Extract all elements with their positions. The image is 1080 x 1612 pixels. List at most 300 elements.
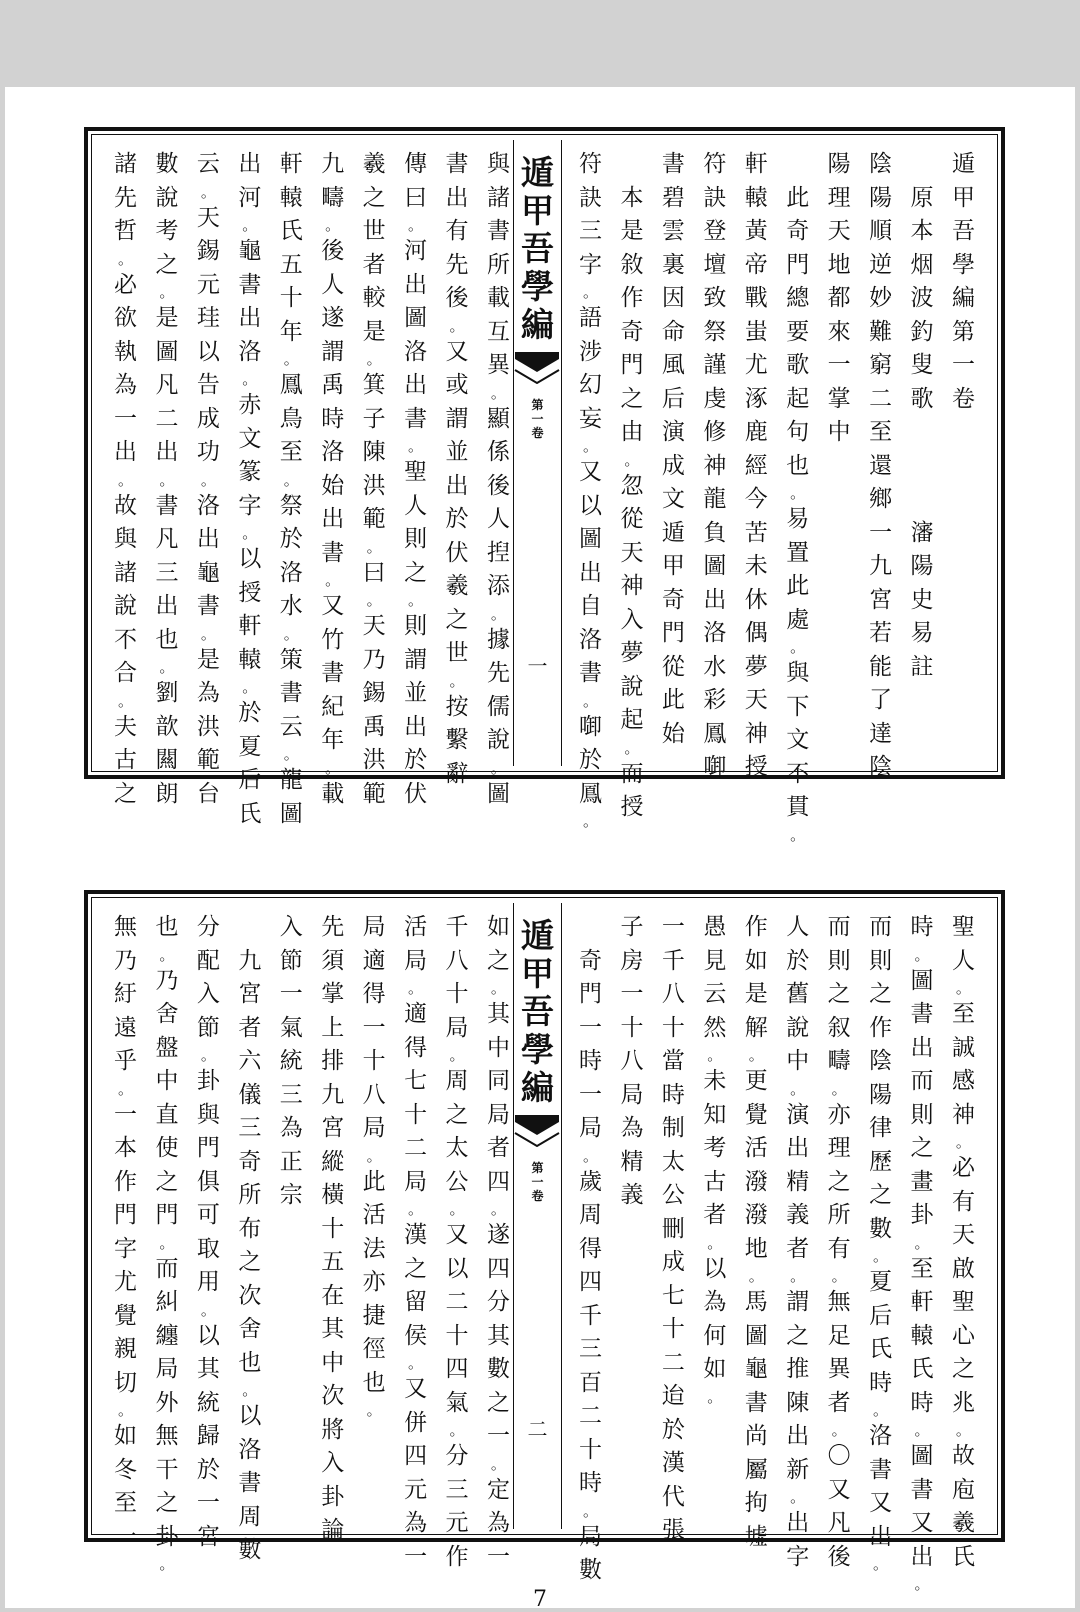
character: 者 xyxy=(486,1135,510,1161)
character: 則 xyxy=(404,613,428,639)
character: 乃 xyxy=(114,947,137,974)
character: 竹 xyxy=(321,626,345,653)
character: 出 xyxy=(196,526,220,552)
character: 之 xyxy=(827,981,851,1007)
character: 天 xyxy=(196,204,220,231)
character: 瀋 xyxy=(910,519,934,546)
character: 軒 xyxy=(910,1289,934,1315)
character: 卷 xyxy=(531,1189,544,1203)
text-pane-left xyxy=(96,903,526,1573)
character: 數 xyxy=(869,1215,893,1242)
character: 闗 xyxy=(155,747,179,773)
character: 起 xyxy=(786,385,810,412)
character: 之 xyxy=(404,559,428,586)
text-column xyxy=(784,911,811,1570)
character: 洛 xyxy=(869,1423,893,1449)
character: 範 xyxy=(362,780,386,807)
punctuation-mark: 。 xyxy=(582,437,598,455)
character: 又 xyxy=(869,1490,893,1516)
text-column xyxy=(618,148,645,820)
character: 潑 xyxy=(744,1168,768,1195)
character: 夏 xyxy=(238,733,262,760)
character: 百 xyxy=(579,1369,602,1396)
character: 中 xyxy=(321,1349,345,1376)
character: 兆 xyxy=(951,1389,975,1416)
character: 至 xyxy=(114,1490,137,1516)
character: 纏 xyxy=(155,1322,179,1349)
character: 碧 xyxy=(661,184,685,211)
punctuation-mark: 。 xyxy=(490,758,506,777)
character: 休 xyxy=(744,586,768,613)
character: 從 xyxy=(661,653,685,680)
character: 掌 xyxy=(827,385,851,412)
character: 九 xyxy=(869,553,893,579)
character: 天 xyxy=(951,1222,975,1248)
character: 則 xyxy=(827,947,851,974)
character: 謂 xyxy=(445,405,469,432)
character: 告 xyxy=(196,372,220,398)
character: 又 xyxy=(910,1510,934,1536)
character: 至 xyxy=(910,1255,934,1282)
character: 乃 xyxy=(362,646,386,673)
character: 曰 xyxy=(404,184,428,211)
character: 窮 xyxy=(869,352,893,378)
character: 使 xyxy=(155,1135,179,1161)
character: 宮 xyxy=(196,1523,220,1550)
text-column xyxy=(278,148,305,827)
character: 宗 xyxy=(279,1182,303,1208)
punctuation-mark: 。 xyxy=(955,1133,971,1151)
character: 文 xyxy=(661,486,685,512)
character: 留 xyxy=(404,1289,428,1315)
character: 一 xyxy=(404,1543,428,1570)
character: 奇 xyxy=(620,318,644,345)
character: 始 xyxy=(321,472,345,499)
character: 歆 xyxy=(155,713,179,740)
character: 以 xyxy=(445,1255,469,1282)
character: 八 xyxy=(620,1048,644,1074)
character: 鳥 xyxy=(279,405,303,432)
character: 〇 xyxy=(827,1443,851,1469)
character: 字 xyxy=(786,1543,810,1570)
character: 陽 xyxy=(869,1081,893,1108)
character: 出 xyxy=(786,1510,810,1536)
punctuation-mark: 。 xyxy=(873,1555,889,1573)
character: 圖 xyxy=(404,305,428,331)
character: 書 xyxy=(155,492,179,519)
character: 局 xyxy=(579,1523,602,1550)
character: 成 xyxy=(661,452,685,479)
character: 欲 xyxy=(114,305,137,331)
character: 範 xyxy=(196,747,220,773)
punctuation-mark: 。 xyxy=(117,1079,133,1098)
character: 學 xyxy=(521,267,554,306)
character: 伏 xyxy=(445,539,469,566)
character: 錫 xyxy=(362,680,386,706)
text-column xyxy=(485,148,512,807)
character: 河 xyxy=(238,184,262,211)
character: 一 xyxy=(196,1490,220,1516)
character: 修 xyxy=(703,419,727,445)
character: 縱 xyxy=(321,1148,345,1175)
character: 蚩 xyxy=(744,318,768,345)
character: 並 xyxy=(404,680,428,706)
character: 史 xyxy=(910,586,934,613)
character: 奇 xyxy=(786,218,810,244)
character: 從 xyxy=(620,506,644,532)
character: 也 xyxy=(238,1349,262,1376)
character: 若 xyxy=(869,620,893,646)
character: 祭 xyxy=(279,492,303,519)
character: 之 xyxy=(114,780,137,807)
character: 哲 xyxy=(114,218,137,244)
character: 禹 xyxy=(362,713,386,740)
character: 糾 xyxy=(155,1289,179,1315)
character: 周 xyxy=(238,1503,262,1530)
character: 理 xyxy=(827,184,851,211)
character: 於 xyxy=(445,506,469,532)
text-column xyxy=(195,911,222,1550)
character: 時 xyxy=(579,1470,602,1496)
text-column xyxy=(153,911,180,1573)
character: 可 xyxy=(196,1202,220,1228)
character: 轅 xyxy=(279,184,303,211)
character: 而 xyxy=(620,760,644,787)
punctuation-mark: 。 xyxy=(790,1267,806,1285)
text-column xyxy=(112,148,139,807)
character: 箕 xyxy=(362,372,386,398)
punctuation-mark: 。 xyxy=(831,1079,847,1098)
punctuation-mark: 。 xyxy=(582,283,598,301)
text-column xyxy=(909,911,936,1593)
character: 鄉 xyxy=(869,486,893,512)
character: 凡 xyxy=(827,1510,851,1536)
character: 局 xyxy=(579,1115,602,1141)
punctuation-mark: 。 xyxy=(283,350,299,368)
character: 是 xyxy=(620,218,644,244)
character: 人 xyxy=(951,947,975,974)
character: 次 xyxy=(321,1383,345,1409)
character: 二 xyxy=(661,1349,685,1376)
character: 奇 xyxy=(238,1148,262,1175)
character: 此 xyxy=(362,1168,386,1195)
punctuation-mark: 。 xyxy=(914,945,930,964)
character: 遠 xyxy=(114,1014,137,1041)
character: 屬 xyxy=(744,1456,768,1483)
character: 十 xyxy=(620,1014,644,1041)
text-column xyxy=(236,148,263,827)
character: 布 xyxy=(238,1215,262,1242)
character: 未 xyxy=(703,1068,727,1094)
character: 黃 xyxy=(744,218,768,244)
punctuation-mark: 。 xyxy=(582,1146,598,1165)
character: 則 xyxy=(404,526,428,552)
character: 疇 xyxy=(321,184,345,211)
character: 謂 xyxy=(786,1289,810,1315)
text-column xyxy=(618,911,645,1529)
character: 元 xyxy=(196,271,220,298)
character: 作 xyxy=(114,1168,137,1195)
character: 授 xyxy=(620,794,644,820)
character: 致 xyxy=(703,285,727,311)
character: 遁 xyxy=(951,151,975,177)
character: 書 xyxy=(486,218,510,244)
character: 二 xyxy=(869,385,893,412)
character: 后 xyxy=(869,1302,893,1329)
character: 推 xyxy=(786,1356,810,1382)
character: 出 xyxy=(404,271,428,298)
character: 云 xyxy=(196,151,220,177)
character: 演 xyxy=(661,419,685,445)
text-column xyxy=(867,148,894,780)
character: 語 xyxy=(579,305,602,331)
character: 龜 xyxy=(238,238,262,264)
character: 或 xyxy=(445,372,469,398)
character: 紆 xyxy=(114,981,137,1007)
character: 一 xyxy=(486,1423,510,1449)
punctuation-mark: 。 xyxy=(242,678,258,696)
punctuation-mark: 。 xyxy=(449,1200,465,1218)
character: 之 xyxy=(362,184,386,211)
character: 水 xyxy=(279,593,303,619)
character: 千 xyxy=(661,947,685,974)
character: 出 xyxy=(155,593,179,619)
character: 以 xyxy=(196,338,220,365)
character: 更 xyxy=(744,1068,768,1094)
punctuation-mark: 。 xyxy=(624,450,640,469)
punctuation-mark: 。 xyxy=(200,624,216,643)
character: 轅 xyxy=(238,646,262,673)
character: 一 xyxy=(531,1175,544,1189)
character: 卦 xyxy=(910,1202,934,1228)
character: 無 xyxy=(114,914,137,940)
character: 氏 xyxy=(279,218,303,244)
character: 入 xyxy=(196,981,220,1007)
character: 畫 xyxy=(910,1168,934,1195)
character: 書 xyxy=(579,660,602,686)
character: 於 xyxy=(279,526,303,552)
text-column xyxy=(112,911,139,1550)
punctuation-mark: 。 xyxy=(159,1555,175,1573)
character xyxy=(909,148,936,182)
text-column xyxy=(278,911,305,1529)
text-column xyxy=(444,148,471,787)
character: 以 xyxy=(238,1403,262,1429)
punctuation-mark: 。 xyxy=(914,1233,930,1252)
punctuation-mark: 。 xyxy=(366,1401,382,1419)
character: 四 xyxy=(579,1269,602,1295)
character: 鹿 xyxy=(744,419,768,445)
character: 千 xyxy=(579,1302,602,1329)
punctuation-mark: 。 xyxy=(242,216,258,234)
character: 周 xyxy=(445,1068,469,1094)
character: 出 xyxy=(869,1523,893,1550)
punctuation-mark: 。 xyxy=(707,1387,723,1406)
character: 為 xyxy=(620,1115,644,1141)
character: 禹 xyxy=(321,372,345,398)
character: 同 xyxy=(486,1068,510,1094)
text-column xyxy=(319,148,346,807)
character: 時 xyxy=(321,405,345,432)
character: 洪 xyxy=(196,713,220,740)
character: 圖 xyxy=(579,526,602,552)
character: 定 xyxy=(486,1476,510,1503)
character: 世 xyxy=(362,218,386,244)
punctuation-mark: 。 xyxy=(159,945,175,964)
character: 在 xyxy=(321,1282,345,1309)
character: 出 xyxy=(579,559,602,586)
character: 此 xyxy=(786,573,810,599)
character: 者 xyxy=(362,251,386,278)
character: 門 xyxy=(155,1202,179,1228)
character: 一 xyxy=(951,352,975,378)
character: 故 xyxy=(114,492,137,519)
punctuation-mark: 。 xyxy=(790,1488,806,1506)
character: 中 xyxy=(155,1068,179,1094)
character: 所 xyxy=(827,1202,851,1228)
character: 三 xyxy=(445,1476,469,1503)
character: 赤 xyxy=(238,392,262,418)
character: 聖 xyxy=(951,1289,975,1315)
character: 分 xyxy=(196,914,220,940)
punctuation-mark: 。 xyxy=(283,624,299,643)
character: 考 xyxy=(703,1135,727,1161)
character: 與 xyxy=(486,151,510,177)
character: 三 xyxy=(579,1336,602,1362)
character: 之 xyxy=(786,1322,810,1349)
character: 十 xyxy=(445,981,469,1007)
character: 出 xyxy=(404,372,428,398)
character: 其 xyxy=(486,1322,510,1349)
punctuation-mark: 。 xyxy=(117,691,133,710)
character: 之 xyxy=(445,1101,469,1128)
character: 又 xyxy=(827,1476,851,1503)
character xyxy=(784,148,811,182)
punctuation-mark: 。 xyxy=(490,979,506,997)
character: 說 xyxy=(486,727,510,753)
character: 七 xyxy=(661,1282,685,1309)
character: 一 xyxy=(531,412,544,426)
character: 其 xyxy=(321,1316,345,1342)
character: 妄 xyxy=(579,405,602,432)
text-column xyxy=(660,148,687,766)
character: 啣 xyxy=(579,713,602,740)
punctuation-mark: 。 xyxy=(831,1267,847,1285)
character: 亦 xyxy=(362,1269,386,1295)
character: 云 xyxy=(279,713,303,740)
character: 二 xyxy=(579,1403,602,1429)
character: 書 xyxy=(196,593,220,619)
character: 氣 xyxy=(279,1014,303,1041)
text-column xyxy=(660,911,687,1543)
character: 局 xyxy=(362,1115,386,1141)
character: 甲 xyxy=(521,954,554,993)
character: 都 xyxy=(827,285,851,311)
character: 歷 xyxy=(869,1148,893,1175)
character: 第 xyxy=(531,1161,544,1175)
character: 覺 xyxy=(744,1101,768,1128)
character: 作 xyxy=(869,1014,893,1041)
character: 捷 xyxy=(362,1302,386,1329)
character: 四 xyxy=(445,1356,469,1382)
character: 元 xyxy=(445,1510,469,1536)
text-column xyxy=(867,911,894,1573)
character: 十 xyxy=(579,1436,602,1463)
character: 十 xyxy=(661,1316,685,1342)
character: 釣 xyxy=(910,318,934,345)
text-column xyxy=(950,911,977,1570)
punctuation-mark: 。 xyxy=(490,383,506,402)
character: 洛 xyxy=(321,439,345,465)
character: 代 xyxy=(661,1483,685,1510)
character: 編 xyxy=(521,305,554,344)
character: 遂 xyxy=(321,305,345,331)
character: 八 xyxy=(661,981,685,1007)
book-page-2 xyxy=(84,890,1005,1593)
character: 異 xyxy=(486,352,510,378)
character: 刪 xyxy=(661,1215,685,1242)
character: 涿 xyxy=(744,385,768,412)
character: 庖 xyxy=(951,1476,975,1503)
character: 張 xyxy=(661,1517,685,1543)
character: 神 xyxy=(703,452,727,479)
character: 遂 xyxy=(486,1222,510,1248)
character: 洪 xyxy=(362,472,386,499)
character: 轅 xyxy=(744,184,768,211)
character: 啟 xyxy=(951,1255,975,1282)
character: 範 xyxy=(362,506,386,532)
character: 羲 xyxy=(445,573,469,599)
character: 氏 xyxy=(869,1336,893,1362)
text-column xyxy=(784,148,811,844)
character: 於 xyxy=(238,700,262,726)
character: 一 xyxy=(114,1101,137,1128)
character: 四 xyxy=(486,1255,510,1282)
character: 處 xyxy=(786,606,810,633)
character: 必 xyxy=(114,271,137,298)
character: 三 xyxy=(279,1081,303,1108)
character: 適 xyxy=(404,1001,428,1027)
character: 以 xyxy=(579,492,602,519)
character: 顯 xyxy=(486,405,510,432)
character: 為 xyxy=(279,1115,303,1141)
character: 千 xyxy=(445,914,469,940)
character: 夫 xyxy=(114,713,137,740)
character: 四 xyxy=(486,1168,510,1195)
punctuation-mark: 。 xyxy=(200,470,216,489)
character: 心 xyxy=(951,1322,975,1349)
character: 命 xyxy=(661,318,685,345)
character: 波 xyxy=(910,285,934,311)
character: 二 xyxy=(155,405,179,432)
character: 卦 xyxy=(155,1523,179,1550)
character: 之 xyxy=(238,1249,262,1275)
character: 統 xyxy=(279,1048,303,1074)
character: 周 xyxy=(579,1202,602,1228)
character: 神 xyxy=(951,1101,975,1128)
scan-sheet xyxy=(5,87,1075,1612)
character: 龍 xyxy=(703,486,727,512)
character: 下 xyxy=(786,693,810,720)
character: 年 xyxy=(321,727,345,753)
punctuation-mark: 。 xyxy=(325,758,341,777)
character: 入 xyxy=(620,606,644,633)
character: 門 xyxy=(620,352,644,378)
character: 出 xyxy=(786,1423,810,1449)
character: 時 xyxy=(661,1081,685,1108)
folio-number: 二 xyxy=(527,1417,548,1441)
character: 十 xyxy=(404,1101,428,1128)
